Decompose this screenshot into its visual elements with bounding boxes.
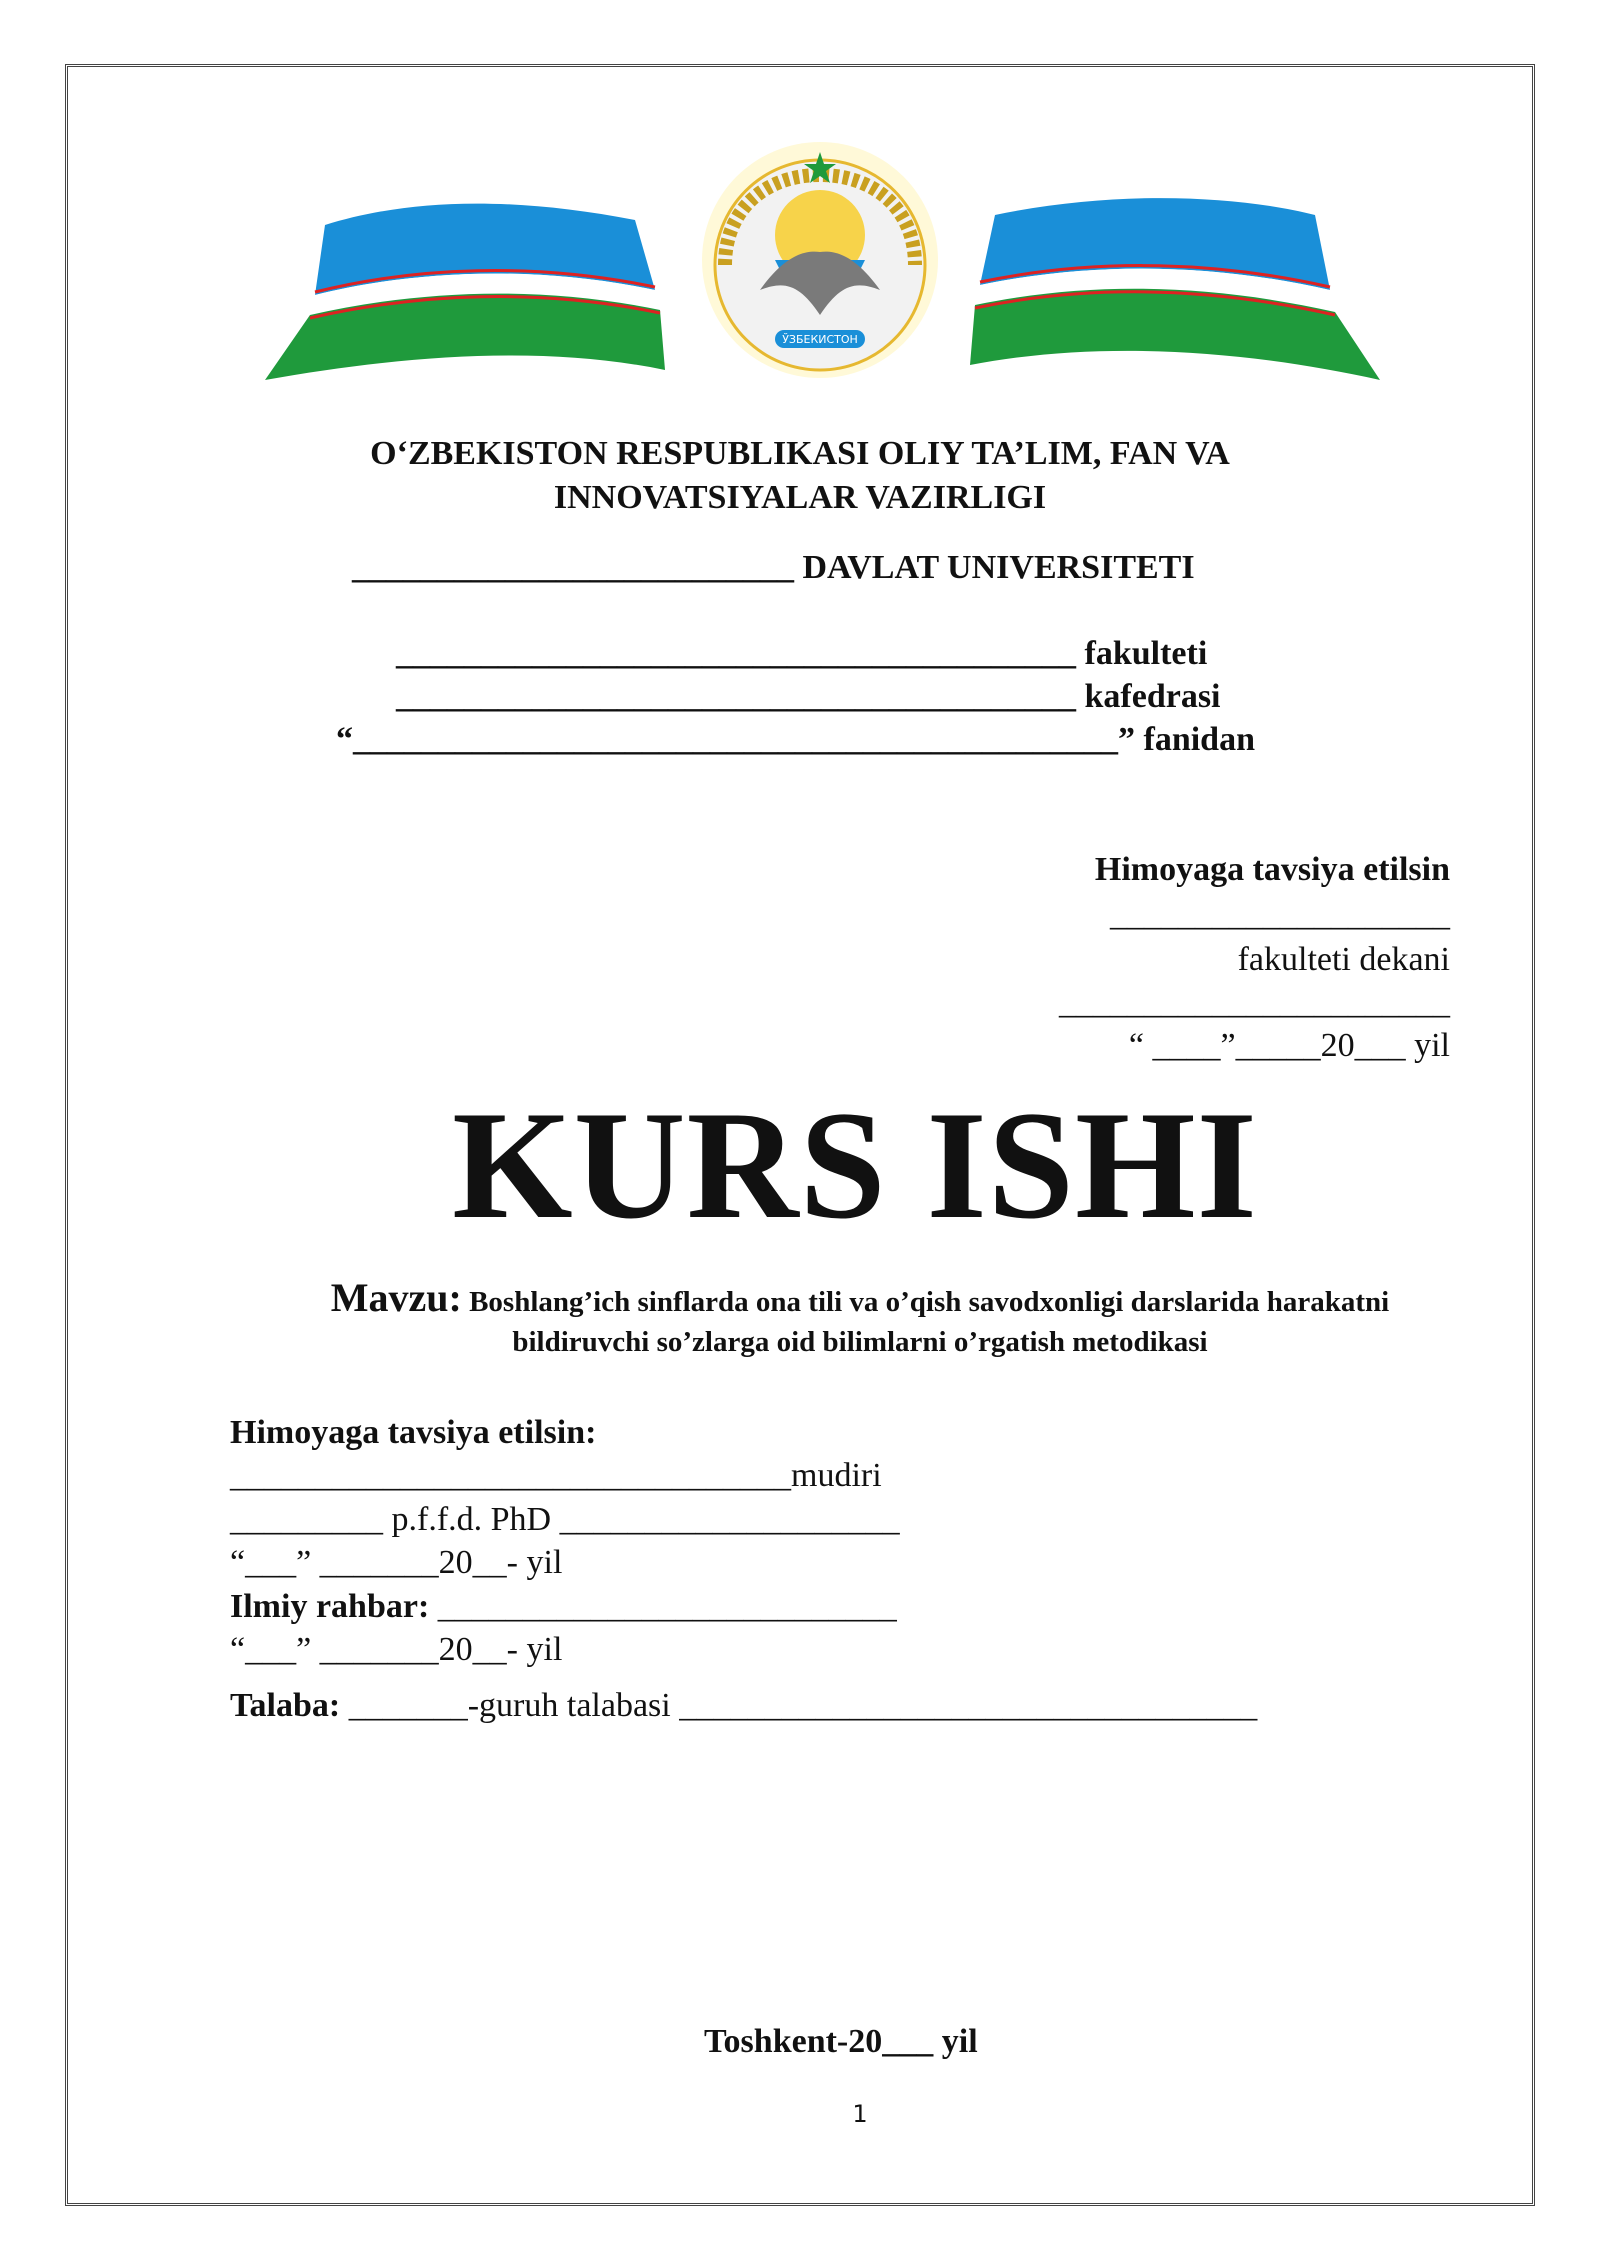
approval-top-blank: ____________________ [1110, 896, 1450, 933]
advisor-label: Ilmiy rahbar: [230, 1588, 430, 1625]
approval-date-2: “___” _______20__- yil [230, 1631, 563, 1668]
approval-date-1: “___” _______20__- yil [230, 1544, 563, 1581]
student-text: _______-guruh talabasi __________________________________ [340, 1687, 1258, 1724]
flag-left-icon [265, 204, 665, 380]
degree-line: _________ p.f.f.d. PhD ____________________ [230, 1501, 900, 1538]
city-year: Toshkent-20___ yil [704, 2023, 978, 2060]
state-emblem-banner [255, 140, 1385, 380]
faculty-line: ________________________________________ fakulteti [396, 635, 1208, 672]
dean-label: fakulteti dekani [1237, 941, 1450, 978]
subject-line: “_____________________________________________” fanidan [336, 721, 1255, 758]
advisor-line [230, 1587, 897, 1627]
svg-text:ЎЗБЕКИСТОН: ЎЗБЕКИСТОН [782, 333, 858, 346]
head-of-department-line: _________________________________mudiri [230, 1457, 882, 1494]
topic-text: Boshlang’ich sinflarda ona tili va o’qish savodxonligi darslarida harakatni bildiruvchi so’zlarga oid bilimlarni o’rgatish metodikasi [469, 1286, 1390, 1358]
approval-top-heading: Himoyaga tavsiya etilsin [1094, 851, 1450, 888]
dean-blank: _______________________ [1059, 984, 1450, 1021]
department-line: ________________________________________ kafedrasi [396, 678, 1221, 715]
student-label: Talaba: [230, 1687, 341, 1724]
approval-top-date: “ ____”_____20___ yil [1128, 1027, 1450, 1064]
topic-label: Mavzu: [330, 1275, 462, 1320]
approval-bottom-heading: Himoyaga tavsiya etilsin: [230, 1414, 597, 1451]
advisor-blank: ___________________________ [429, 1588, 897, 1625]
uzbekistan-emblem-icon [702, 142, 938, 378]
ministry-name-line1: O‘ZBEKISTON RESPUBLIKASI OLIY TA’LIM, FAN VA [370, 435, 1230, 472]
ministry-name-line2: INNOVATSIYALAR VAZIRLIGI [553, 479, 1047, 516]
university-line: __________________________ DAVLAT UNIVERSITETI [352, 549, 1195, 586]
topic-block [260, 1275, 1460, 1362]
student-line [230, 1686, 1257, 1726]
flag-right-icon [970, 198, 1380, 380]
page-number: 1 [852, 2100, 868, 2128]
document-title: KURS ISHI [452, 1079, 1258, 1251]
